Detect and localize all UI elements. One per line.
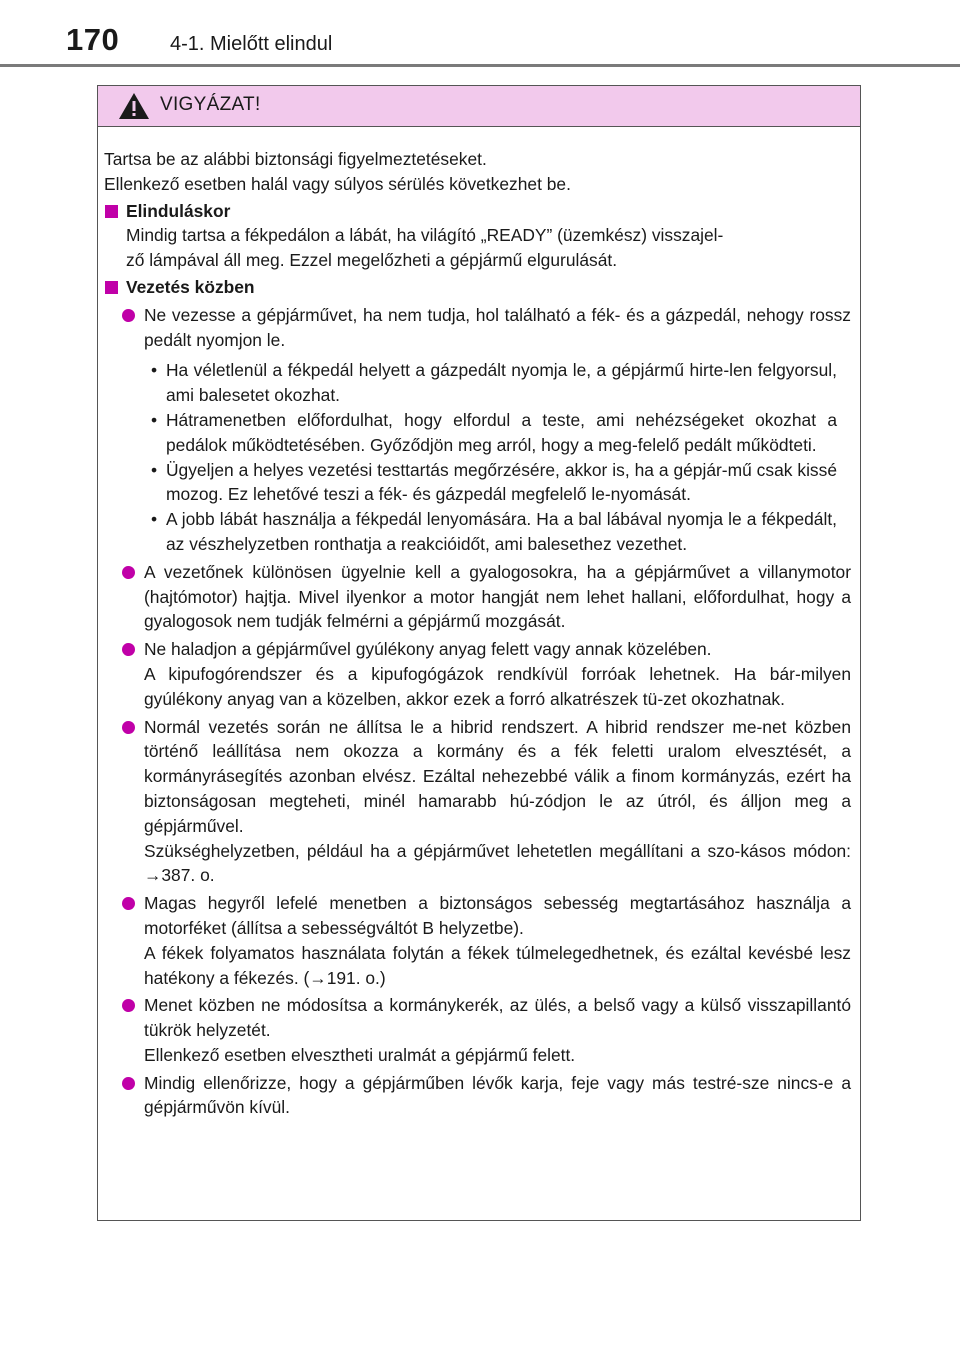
round-bullet-icon — [122, 643, 135, 656]
list-item: Ne haladjon a gépjárművel gyúlékony anyag felett vagy annak közelében. A kipufogórendszer és a kipufogógázok rendkívül forróak lehetnek. Ha bár-milyen gyúlékony anyag van a közelben, akkor ezek a forró alkatrészek tü-zet okozhatnak. — [104, 637, 851, 711]
section-title: 4-1. Mielőtt elindul — [170, 33, 333, 55]
warning-body — [98, 127, 859, 1120]
warning-box — [97, 85, 861, 1221]
warning-triangle-icon — [118, 92, 150, 120]
warning-header — [98, 86, 860, 127]
warning-title: VIGYÁZAT! — [160, 94, 261, 115]
round-bullet-icon — [122, 721, 135, 734]
round-bullet-icon — [122, 999, 135, 1012]
round-bullet-icon — [122, 1077, 135, 1090]
sub-list-item: • Ügyeljen a helyes vezetési testtartás megőrzésére, akkor is, ha a gépjár-mű csak kissé mozog. Ez lehetővé teszi a fék- és gázpedál megfelelő le-nyomását. — [151, 459, 837, 505]
header-rule — [0, 64, 960, 67]
square-bullet-icon — [105, 205, 118, 218]
sub-list — [104, 358, 851, 556]
section-heading-vezetes-kozben: Vezetés közben — [104, 275, 851, 300]
list-item: Menet közben ne módosítsa a kormánykerék, az ülés, a belső vagy a külső visszapillantó tükrök helyzetét. Ellenkező esetben elvesztheti uralmát a gépjármű felett. — [104, 993, 851, 1067]
square-bullet-icon — [105, 281, 118, 294]
page-number: 170 — [66, 22, 120, 57]
round-bullet-icon — [122, 897, 135, 910]
list-item: Ne vezesse a gépjárművet, ha nem tudja, hol található a fék- és a gázpedál, nehogy rossz pedált nyomjon le. — [104, 303, 851, 353]
list-item: Magas hegyről lefelé menetben a biztonságos sebesség megtartásához használja a motorféket (állítsa a sebességváltót B helyzetbe). A fékek folyamatos használata folytán a fékek túlmelegedhetnek, és ezáltal kevésbé lesz hatékony a fékezés. (→191. o.) — [104, 891, 851, 990]
sub-list-item: • Hátramenetben előfordulhat, hogy elfordul a teste, ami nehézségeket okozhat a pedálok működtetésében. Győződjön meg arról, hogy a meg-felelő pedált működteti. — [151, 409, 837, 455]
list-item: Normál vezetés során ne állítsa le a hibrid rendszert. A hibrid rendszer me-net közben történő leállítása nem okozza a kormány és a fék feletti uralom elvesztését, a kormányrásegítés azonban elvész. Ezáltal nehezebbé válik a finom kormányzás, ezért ha biztonságosan megteheti, minél hamarabb hú-zódjon le az útról, és álljon meg a gépjárművel. Szükséghelyzetben, például ha a gépjárművet lehetetlen megállítani a szo-kásos módon: →387. o. — [104, 715, 851, 889]
section-heading-elindulaskor: Elinduláskor — [104, 199, 851, 224]
round-bullet-icon — [122, 566, 135, 579]
page-header — [0, 0, 960, 70]
section-text-elindulaskor: Mindig tartsa a fékpedálon a lábát, ha világító „READY” (üzemkész) visszajel- ző lámpával áll meg. Ezzel megelőzheti a gépjármű elgurulását. — [126, 225, 724, 271]
list-item: Mindig ellenőrizze, hogy a gépjárműben lévők karja, feje vagy más testré-sze nincs-e a gépjárművön kívül. — [104, 1071, 851, 1121]
round-bullet-icon — [122, 309, 135, 322]
list-item: A vezetőnek különösen ügyelnie kell a gyalogosokra, ha a gépjárművet a villanymotor (hajtómotor) hajtja. Mivel ilyenkor a motor hangját nem lehet hallani, előfordulhat, hogy a gyalogosok nem tudják felmérni a gépjármű mozgását. — [104, 560, 851, 634]
sub-list-item: • Ha véletlenül a fékpedál helyett a gázpedált nyomja le, a gépjármű hirte-len felgyorsul, ami balesetet okozhat. — [151, 360, 837, 406]
sub-list-item: • A jobb lábát használja a fékpedál lenyomására. Ha a bal lábával nyomja le a fékpedált, az vészhelyzetben ronthatja a reakcióidőt, ami balesethez vezethet. — [151, 509, 837, 554]
intro-text: Tartsa be az alábbi biztonsági figyelmeztetéseket. Ellenkező esetben halál vagy súlyos sérülés következhet be. — [104, 149, 571, 194]
